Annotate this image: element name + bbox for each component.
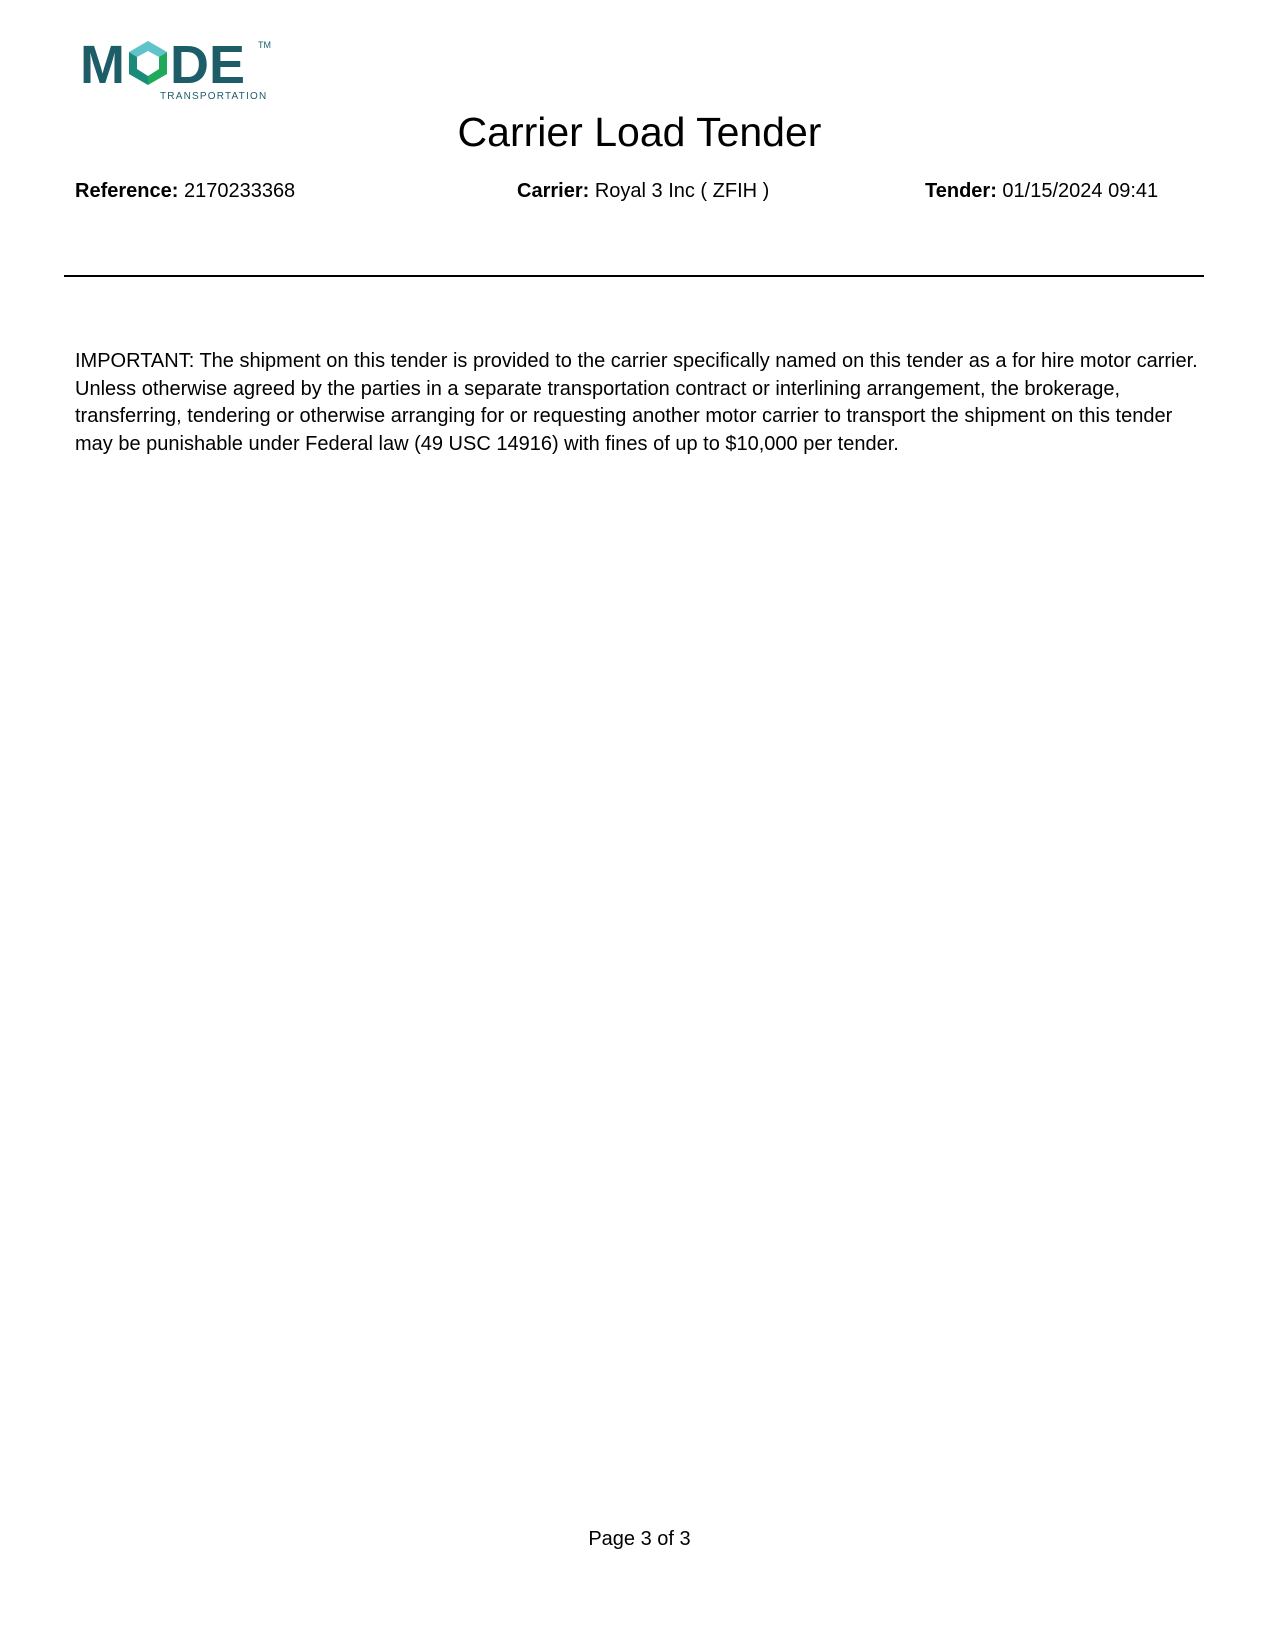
mode-transportation-logo: [80, 38, 285, 106]
page-title: Carrier Load Tender: [457, 109, 822, 155]
tender-label: Tender:: [925, 180, 997, 202]
tender-field: [925, 178, 1158, 204]
carrier-field: [517, 178, 769, 204]
reference-field: [75, 178, 295, 204]
svg-text:M: M: [80, 38, 125, 95]
important-notice: IMPORTANT: The shipment on this tender is provided to the carrier specifically named on this tender as a for hire motor carrier. Unless otherwise agreed by the parties in a separate transportation contract or interlining arrangement, the brokerage, transferring, tendering or otherwise arranging for or requesting another motor carrier to transport the shipment on this tender may be punishable under Federal law (49 USC 14916) with fines of up to $10,000 per tender.: [75, 350, 1198, 455]
reference-value: 2170233368: [183, 180, 296, 202]
reference-label: Reference:: [75, 180, 179, 202]
svg-text:TM: TM: [258, 40, 271, 50]
header-divider: [64, 275, 1204, 277]
tender-value: 01/15/2024 09:41: [1002, 180, 1159, 202]
carrier-value: Royal 3 Inc ( ZFIH ): [594, 180, 770, 202]
carrier-label: Carrier:: [517, 180, 590, 202]
svg-text:TRANSPORTATION: TRANSPORTATION: [160, 91, 268, 102]
svg-text:DE: DE: [170, 38, 246, 95]
page-number: Page 3 of 3: [588, 1528, 691, 1550]
